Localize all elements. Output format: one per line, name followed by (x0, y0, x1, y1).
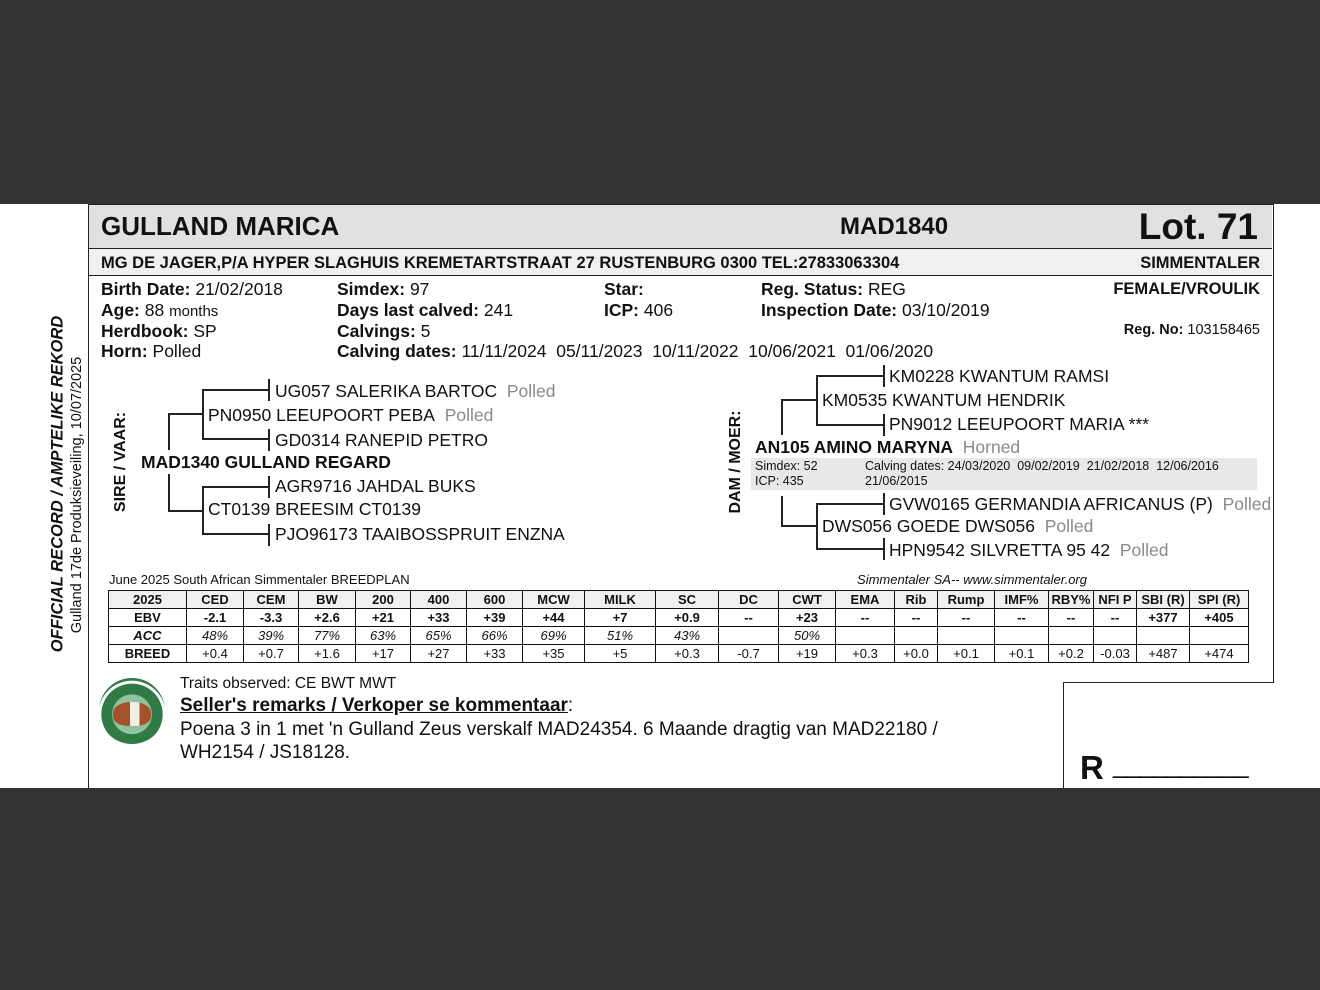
ebv-cell: DC (719, 591, 779, 609)
traits-observed: Traits observed: CE BWT MWT (180, 675, 397, 692)
frame-left-edge (88, 682, 89, 788)
pedigree-dsd: PN9012 LEEUPOORT MARIA *** (889, 414, 1150, 434)
ebv-cell: 39% (244, 627, 299, 645)
ebv-cell: +27 (411, 645, 467, 663)
age: Age: 88 months (101, 300, 219, 320)
ebv-cell: RBY% (1049, 591, 1094, 609)
ebv-cell: 69% (523, 627, 585, 645)
ebv-cell: MILK (585, 591, 656, 609)
pedigree-dam: AN105 AMINO MARYNA Horned (755, 437, 1021, 457)
pedigree-sds: AGR9716 JAHDAL BUKS (275, 476, 476, 496)
ebv-cell: 400 (411, 591, 467, 609)
ebv-cell: +0.7 (244, 645, 299, 663)
remarks-line-2: WH2154 / JS18128. (180, 742, 351, 763)
ebv-cell: +0.1 (938, 645, 995, 663)
sire-label: SIRE / VAAR: (112, 411, 129, 513)
ebv-cell: MCW (523, 591, 585, 609)
ebv-cell: SC (656, 591, 719, 609)
dam-calving-dates: Calving dates: 24/03/2020 09/02/2019 21/02/2018 12/06/2016 (865, 459, 1219, 473)
ebv-cell: +0.9 (656, 609, 719, 627)
simmentaler-logo (99, 678, 165, 744)
icp: ICP: 406 (604, 300, 674, 320)
ebv-breed-row (109, 645, 1249, 663)
lot-number: Lot. 71 (1138, 206, 1258, 247)
pedigree-sire-dam: CT0139 BREESIM CT0139 (208, 499, 422, 519)
ebv-cell: +2.6 (299, 609, 356, 627)
ebv-cell (1049, 627, 1094, 645)
breedplan-caption: June 2025 South African Simmentaler BREEDPLAN (109, 572, 410, 587)
ebv-cell: +33 (467, 645, 523, 663)
star-label: Star: (604, 279, 644, 299)
ebv-cell: +35 (523, 645, 585, 663)
ebv-cell: -- (719, 609, 779, 627)
pedigree-dam-sire: KM0535 KWANTUM HENDRIK (822, 390, 1066, 410)
dam-calving-dates-2: 21/06/2015 (865, 474, 928, 488)
ebv-cell: +5 (585, 645, 656, 663)
ebv-cell (895, 627, 938, 645)
ebv-cell: -- (895, 609, 938, 627)
pedigree-ddd: HPN9542 SILVRETTA 95 42 Polled (889, 540, 1169, 560)
ebv-cell: -3.3 (244, 609, 299, 627)
ebv-cell: SPI (R) (1190, 591, 1249, 609)
ebv-header-row (109, 591, 1249, 609)
ebv-cell: 600 (467, 591, 523, 609)
calvings: Calvings: 5 (337, 321, 431, 341)
animal-tag: MAD1840 (840, 213, 949, 240)
price-blank[interactable]: __________ (1113, 749, 1248, 779)
ebv-cell (995, 627, 1049, 645)
pedigree-sss: UG057 SALERIKA BARTOC Polled (275, 381, 556, 401)
ebv-cell: 63% (356, 627, 411, 645)
ebv-cell: +0.3 (836, 645, 895, 663)
ebv-cell: SBI (R) (1137, 591, 1190, 609)
ebv-cell: 65% (411, 627, 467, 645)
ebv-cell: +487 (1137, 645, 1190, 663)
ebv-cell: EMA (836, 591, 895, 609)
ebv-cell: NFI P (1094, 591, 1137, 609)
ebv-cell: -- (995, 609, 1049, 627)
ebv-cell: BW (299, 591, 356, 609)
pedigree-ssd: GD0314 RANEPID PETRO (275, 430, 488, 450)
dam-icp: ICP: 435 (755, 474, 804, 488)
ebv-cell: +377 (1137, 609, 1190, 627)
ebv-cell: +19 (779, 645, 836, 663)
ebv-cell: 200 (356, 591, 411, 609)
pedigree-sire-sire: PN0950 LEEUPOORT PEBA Polled (208, 405, 494, 425)
pedigree-dss: KM0228 KWANTUM RAMSI (889, 366, 1110, 386)
ebv-cell: +0.1 (995, 645, 1049, 663)
ebv-accuracy-row (109, 627, 1249, 645)
catalogue-sheet (0, 204, 1320, 788)
ebv-cell: CWT (779, 591, 836, 609)
ebv-cell: CED (187, 591, 244, 609)
ebv-cell (719, 627, 779, 645)
ebv-cell: -- (1049, 609, 1094, 627)
reg-status: Reg. Status: REG (761, 279, 906, 299)
ebv-values-row (109, 609, 1249, 627)
pedigree-dam-dam: DWS056 GOEDE DWS056 Polled (822, 516, 1094, 536)
ebv-cell: 66% (467, 627, 523, 645)
herdbook: Herdbook: SP (101, 321, 217, 341)
ebv-cell: -2.1 (187, 609, 244, 627)
ebv-cell: 48% (187, 627, 244, 645)
ebv-cell (1137, 627, 1190, 645)
days-last-calved: Days last calved: 241 (337, 300, 514, 320)
ebv-cell: -0.03 (1094, 645, 1137, 663)
pedigree-dds: GVW0165 GERMANDIA AFRICANUS (P) Polled (889, 494, 1272, 514)
ebv-cell: ACC (109, 627, 187, 645)
ebv-cell: BREED (109, 645, 187, 663)
ebv-cell: 50% (779, 627, 836, 645)
sex: FEMALE/VROULIK (1113, 280, 1260, 298)
ebv-cell: +0.2 (1049, 645, 1094, 663)
website-caption: Simmentaler SA-- www.simmentaler.org (857, 572, 1087, 587)
ebv-cell: +0.3 (656, 645, 719, 663)
ebv-cell: -- (836, 609, 895, 627)
ebv-cell: EBV (109, 609, 187, 627)
ebv-cell (938, 627, 995, 645)
ebv-cell: Rump (938, 591, 995, 609)
ebv-cell: CEM (244, 591, 299, 609)
ebv-cell (1094, 627, 1137, 645)
owner-address: MG DE JAGER,P/A HYPER SLAGHUIS KREMETARTSTRAAT 27 RUSTENBURG 0300 TEL:27833063304 (101, 254, 900, 272)
ebv-cell: +33 (411, 609, 467, 627)
dam-simdex: Simdex: 52 (755, 459, 818, 473)
official-record-label: OFFICIAL RECORD / AMPTELIKE REKORD (48, 315, 67, 653)
animal-name: GULLAND MARICA (101, 211, 340, 241)
ebv-cell: 43% (656, 627, 719, 645)
ebv-cell: +405 (1190, 609, 1249, 627)
ebv-cell: +0.0 (895, 645, 938, 663)
remarks-title: Seller's remarks / Verkoper se kommentaar: (180, 695, 574, 716)
ebv-cell: +474 (1190, 645, 1249, 663)
ebv-cell: +17 (356, 645, 411, 663)
ebv-cell: -- (1094, 609, 1137, 627)
sale-name: Gulland 17de Produksieveiling, 10/07/2025 (69, 356, 85, 634)
inspection-date: Inspection Date: 03/10/2019 (761, 300, 990, 320)
ebv-cell (1190, 627, 1249, 645)
ebv-cell: +7 (585, 609, 656, 627)
ebv-cell: 51% (585, 627, 656, 645)
ebv-cell (836, 627, 895, 645)
ebv-cell: -0.7 (719, 645, 779, 663)
remarks-line-1: Poena 3 in 1 met 'n Gulland Zeus verskalf MAD24354. 6 Maande dragtig van MAD22180 / (180, 719, 938, 740)
ebv-cell: +0.4 (187, 645, 244, 663)
dam-label: DAM / MOER: (727, 410, 744, 514)
ebv-cell: 77% (299, 627, 356, 645)
breed-name: SIMMENTALER (1140, 254, 1260, 272)
pedigree-sire: MAD1340 GULLAND REGARD (141, 452, 391, 472)
ebv-cell: +23 (779, 609, 836, 627)
reg-number: Reg. No: 103158465 (1123, 322, 1260, 338)
ebv-cell: IMF% (995, 591, 1049, 609)
ebv-cell: +39 (467, 609, 523, 627)
simdex: Simdex: 97 (337, 279, 430, 299)
ebv-cell: -- (938, 609, 995, 627)
calving-dates: Calving dates: 11/11/2024 05/11/2023 10/11/2022 10/06/2021 01/06/2020 (337, 341, 934, 361)
birth-date: Birth Date: 21/02/2018 (101, 279, 283, 299)
horn: Horn: Polled (101, 341, 202, 361)
pedigree-sdd: PJO96173 TAAIBOSSPRUIT ENZNA (275, 524, 565, 544)
ebv-cell: +44 (523, 609, 585, 627)
ebv-cell: 2025 (109, 591, 187, 609)
price-currency: R (1080, 749, 1104, 786)
ebv-table (108, 590, 1249, 663)
ebv-cell: +21 (356, 609, 411, 627)
ebv-cell: Rib (895, 591, 938, 609)
ebv-cell: +1.6 (299, 645, 356, 663)
